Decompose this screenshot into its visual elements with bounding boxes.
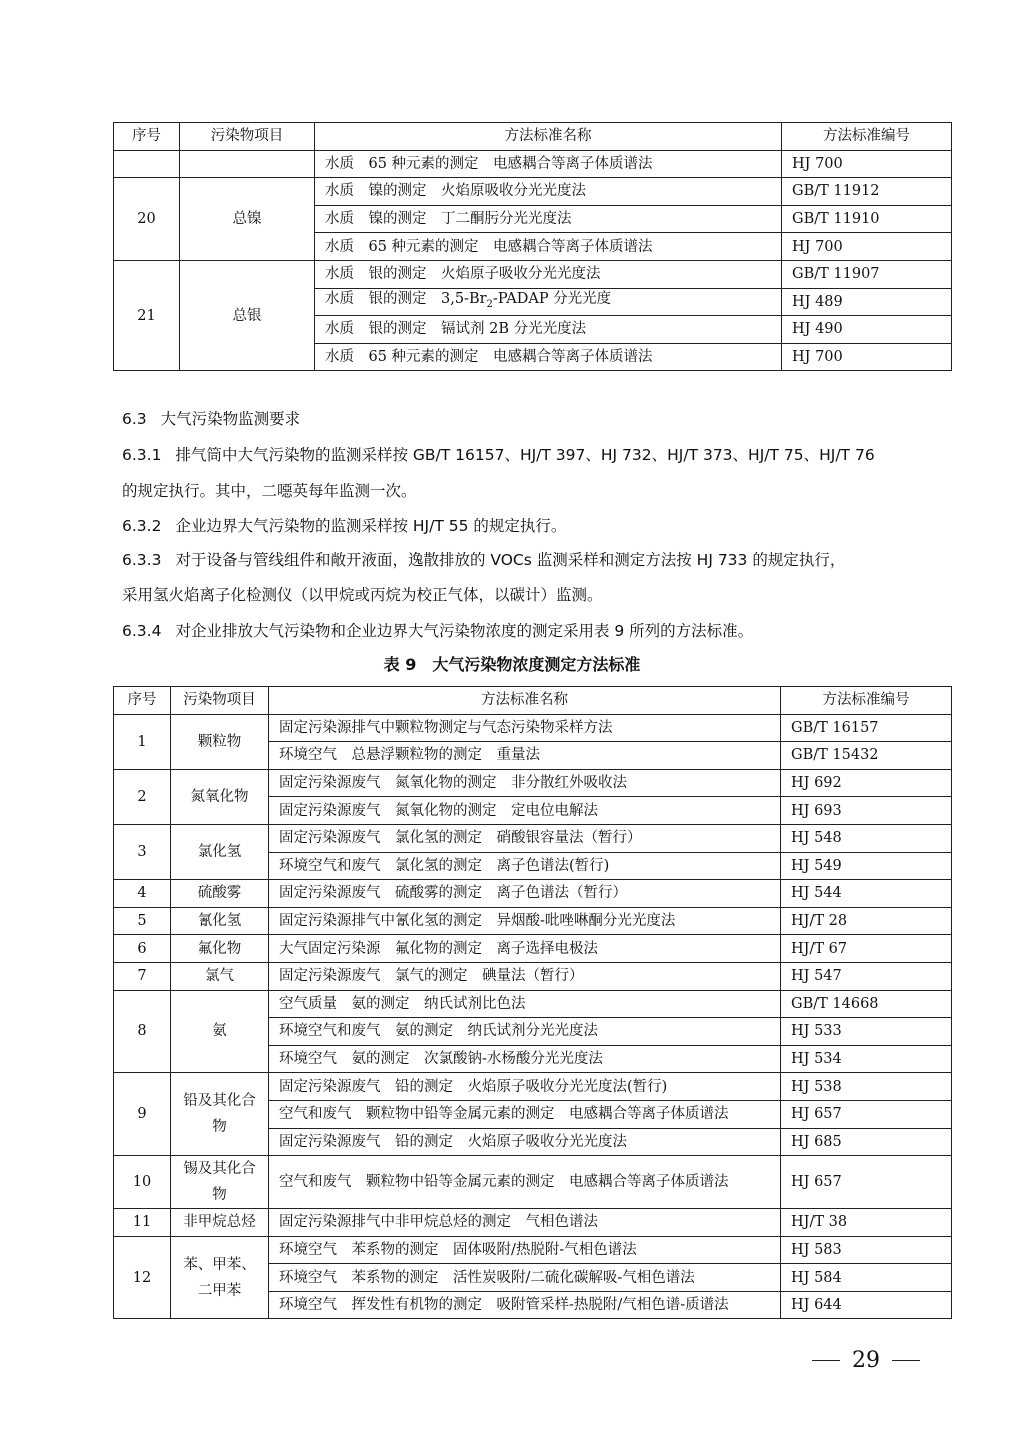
page-number — [800, 1348, 932, 1373]
section-number: 6.3 — [122, 410, 147, 428]
cell-no: 1 — [114, 714, 171, 769]
cell-no: 5 — [114, 907, 171, 935]
table-row — [114, 769, 952, 797]
cell-method-code: HJ/T 38 — [781, 1209, 952, 1237]
cell-no: 6 — [114, 935, 171, 963]
paragraph-6-3-2 — [122, 514, 566, 536]
cell-method-name: 固定污染源排气中非甲烷总烃的测定 气相色谱法 — [269, 1209, 781, 1237]
cell-method-name: 大气固定污染源 氟化物的测定 离子选择电极法 — [269, 935, 781, 963]
table-row — [114, 880, 952, 908]
cell-method-code: HJ 548 — [781, 824, 952, 852]
cell-pollutant: 颗粒物 — [171, 714, 269, 769]
clause-number: 6.3.4 — [122, 622, 162, 640]
cell-method-name: 环境空气 氨的测定 次氯酸钠-水杨酸分光光度法 — [269, 1045, 781, 1073]
cell-method-code: HJ 549 — [781, 852, 952, 880]
cell-method-name: 水质 镍的测定 丁二酮肟分光光度法 — [315, 205, 782, 233]
cell-method-name: 环境空气 总悬浮颗粒物的测定 重量法 — [269, 742, 781, 770]
cell-method-name: 固定污染源废气 铅的测定 火焰原子吸收分光光度法 — [269, 1128, 781, 1156]
cell-no: 3 — [114, 824, 171, 879]
cell-method-name: 固定污染源排气中颗粒物测定与气态污染物采样方法 — [269, 714, 781, 742]
table-caption: 表 9 大气污染物浓度测定方法标准 — [383, 655, 641, 674]
cell-method-name: 空气和废气 颗粒物中铅等金属元素的测定 电感耦合等离子体质谱法 — [269, 1100, 781, 1128]
cell-method-name: 水质 银的测定 $3,5-Br_2$-PADAP 分光光度 — [315, 288, 782, 316]
cell-method-code: GB/T 16157 — [781, 714, 952, 742]
cell-method-name: 固定污染源废气 硫酸雾的测定 离子色谱法（暂行） — [269, 880, 781, 908]
paragraph-6-3-3 — [122, 548, 845, 570]
table-row — [114, 990, 952, 1018]
cell-pollutant: 氨 — [171, 990, 269, 1073]
cell-method-code: HJ 700 — [782, 233, 952, 261]
header-method-code: 方法标准编号 — [782, 123, 952, 151]
header-method-code: 方法标准编号 — [781, 687, 952, 715]
cell-method-code: HJ 700 — [782, 150, 952, 178]
cell-pollutant: 氮氧化物 — [171, 769, 269, 824]
cell-method-code: GB/T 11912 — [782, 178, 952, 206]
table-row — [114, 714, 952, 742]
cell-pollutant: 氯化氢 — [171, 824, 269, 879]
cell-no: 2 — [114, 769, 171, 824]
cell-method-name: 固定污染源废气 铅的测定 火焰原子吸收分光光度法(暂行) — [269, 1073, 781, 1101]
table-row — [114, 1209, 952, 1237]
cell-method-name: 水质 镍的测定 火焰原吸收分光光度法 — [315, 178, 782, 206]
paragraph-6-3-3-continued: 采用氢火焰离子化检测仪（以甲烷或丙烷为校正气体，以碳计）监测。 — [122, 586, 603, 604]
header-item: 污染物项目 — [180, 123, 315, 151]
paragraph-6-3-4 — [122, 619, 753, 641]
cell-method-name: 固定污染源废气 氯气的测定 碘量法（暂行） — [269, 962, 781, 990]
table-row — [114, 178, 952, 206]
cell-method-name: 固定污染源废气 氮氧化物的测定 定电位电解法 — [269, 797, 781, 825]
cell-method-code: HJ 583 — [781, 1236, 952, 1264]
cell-method-name: 水质 银的测定 火焰原子吸收分光光度法 — [315, 260, 782, 288]
table-row — [114, 907, 952, 935]
cell-method-code: HJ 657 — [781, 1156, 952, 1209]
clause-number: 6.3.2 — [122, 517, 162, 535]
cell-no: 12 — [114, 1236, 171, 1319]
header-item: 污染物项目 — [171, 687, 269, 715]
cell-method-code: HJ 533 — [781, 1018, 952, 1046]
table-row — [114, 824, 952, 852]
cell-method-name: 环境空气和废气 氨的测定 纳氏试剂分光光度法 — [269, 1018, 781, 1046]
paragraph-6-3-1-continued: 的规定执行。其中，二噁英每年监测一次。 — [122, 482, 417, 500]
header-method-name: 方法标准名称 — [269, 687, 781, 715]
cell-method-name: 空气和废气 颗粒物中铅等金属元素的测定 电感耦合等离子体质谱法 — [269, 1156, 781, 1209]
table-row — [114, 935, 952, 963]
cell-method-code: HJ/T 28 — [781, 907, 952, 935]
cell-pollutant — [180, 150, 315, 178]
section-heading — [122, 407, 300, 429]
cell-method-code: GB/T 11910 — [782, 205, 952, 233]
paragraph-6-3-1 — [122, 443, 875, 465]
cell-pollutant: 氟化物 — [171, 935, 269, 963]
cell-method-code: HJ 544 — [781, 880, 952, 908]
cell-method-name: 水质 65 种元素的测定 电感耦合等离子体质谱法 — [315, 233, 782, 261]
cell-method-code: HJ 693 — [781, 797, 952, 825]
cell-method-code: HJ 657 — [781, 1100, 952, 1128]
clause-text: 对企业排放大气污染物和企业边界大气污染物浓度的测定采用表 9 所列的方法标准。 — [175, 622, 754, 640]
cell-pollutant: 硫酸雾 — [171, 880, 269, 908]
table-row — [114, 260, 952, 288]
cell-pollutant: 锡及其化合物 — [171, 1156, 269, 1209]
table-row — [114, 962, 952, 990]
cell-method-code: HJ 584 — [781, 1264, 952, 1292]
cell-no: 10 — [114, 1156, 171, 1209]
cell-method-code: HJ 534 — [781, 1045, 952, 1073]
cell-no: 9 — [114, 1073, 171, 1156]
cell-method-name: 环境空气 挥发性有机物的测定 吸附管采样-热脱附/气相色谱-质谱法 — [269, 1291, 781, 1319]
dash-right — [892, 1360, 920, 1362]
table-header-row — [114, 123, 952, 151]
cell-method-code: HJ/T 67 — [781, 935, 952, 963]
cell-pollutant: 铅及其化合物 — [171, 1073, 269, 1156]
clause-number: 6.3.1 — [122, 446, 162, 464]
cell-no: 21 — [114, 260, 180, 370]
cell-method-code: HJ 490 — [782, 316, 952, 344]
cell-method-name: 水质 65 种元素的测定 电感耦合等离子体质谱法 — [315, 150, 782, 178]
table-row — [114, 1236, 952, 1264]
cell-pollutant: 氰化氢 — [171, 907, 269, 935]
cell-method-code: HJ 644 — [781, 1291, 952, 1319]
cell-method-code: HJ 685 — [781, 1128, 952, 1156]
dash-left — [812, 1360, 840, 1362]
cell-pollutant: 氯气 — [171, 962, 269, 990]
cell-pollutant: 总镍 — [180, 178, 315, 261]
cell-pollutant: 苯、甲苯、二甲苯 — [171, 1236, 269, 1319]
cell-method-code: HJ 700 — [782, 343, 952, 371]
cell-method-name: 水质 银的测定 镉试剂 2B 分光光度法 — [315, 316, 782, 344]
method-table-water — [113, 122, 952, 371]
cell-no: 4 — [114, 880, 171, 908]
cell-method-code: GB/T 15432 — [781, 742, 952, 770]
cell-pollutant: 非甲烷总烃 — [171, 1209, 269, 1237]
header-no: 序号 — [114, 687, 171, 715]
cell-method-name: 固定污染源废气 氮氧化物的测定 非分散红外吸收法 — [269, 769, 781, 797]
cell-method-name: 环境空气 苯系物的测定 固体吸附/热脱附-气相色谱法 — [269, 1236, 781, 1264]
cell-no: 11 — [114, 1209, 171, 1237]
table-body — [114, 714, 952, 1319]
cell-method-code: HJ 538 — [781, 1073, 952, 1101]
table-row — [114, 1073, 952, 1101]
cell-no — [114, 150, 180, 178]
clause-text: 企业边界大气污染物的监测采样按 HJ/T 55 的规定执行。 — [175, 517, 567, 535]
method-table-air — [113, 686, 952, 1319]
section-title: 大气污染物监测要求 — [160, 410, 301, 428]
cell-no: 8 — [114, 990, 171, 1073]
table-row — [114, 150, 952, 178]
table-body — [114, 150, 952, 371]
clause-text: 排气筒中大气污染物的监测采样按 GB/T 16157、HJ/T 397、HJ 732、HJ/T 373、HJ/T 75、HJ/T 76 — [175, 446, 875, 464]
cell-method-code: HJ 489 — [782, 288, 952, 316]
cell-method-code: HJ 547 — [781, 962, 952, 990]
cell-method-code: GB/T 14668 — [781, 990, 952, 1018]
cell-no: 7 — [114, 962, 171, 990]
cell-method-name: 固定污染源排气中氰化氢的测定 异烟酸-吡唑啉酮分光光度法 — [269, 907, 781, 935]
header-no: 序号 — [114, 123, 180, 151]
page-number-text: 29 — [852, 1348, 880, 1373]
cell-method-code: GB/T 11907 — [782, 260, 952, 288]
clause-text: 对于设备与管线组件和敞开液面，逸散排放的 VOCs 监测采样和测定方法按 HJ 733 的规定执行， — [175, 551, 846, 569]
cell-method-name: 空气质量 氨的测定 纳氏试剂比色法 — [269, 990, 781, 1018]
cell-pollutant: 总银 — [180, 260, 315, 370]
cell-method-code: HJ 692 — [781, 769, 952, 797]
cell-no: 20 — [114, 178, 180, 261]
header-method-name: 方法标准名称 — [315, 123, 782, 151]
cell-method-name: 水质 65 种元素的测定 电感耦合等离子体质谱法 — [315, 343, 782, 371]
cell-method-name: 环境空气 苯系物的测定 活性炭吸附/二硫化碳解吸-气相色谱法 — [269, 1264, 781, 1292]
table-row — [114, 1156, 952, 1209]
table-header-row — [114, 687, 952, 715]
clause-number: 6.3.3 — [122, 551, 162, 569]
cell-method-name: 环境空气和废气 氯化氢的测定 离子色谱法(暂行) — [269, 852, 781, 880]
cell-method-name: 固定污染源废气 氯化氢的测定 硝酸银容量法（暂行） — [269, 824, 781, 852]
